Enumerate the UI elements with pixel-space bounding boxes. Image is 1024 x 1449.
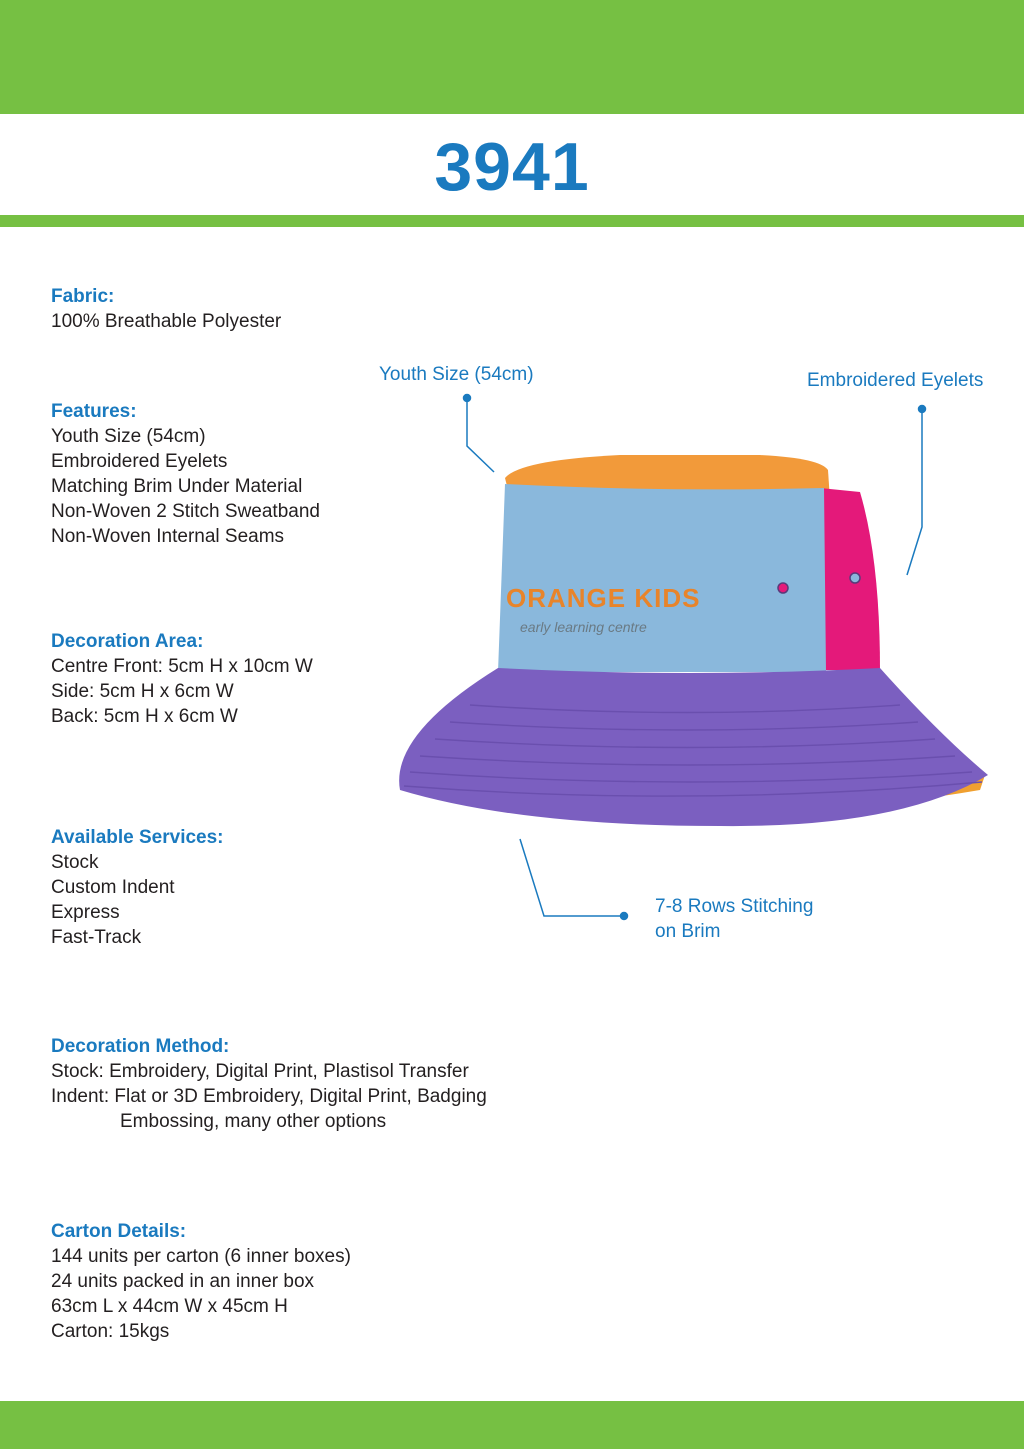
features-heading: Features: xyxy=(51,401,137,422)
feature-line: Non-Woven 2 Stitch Sweatband xyxy=(51,501,320,522)
bottom-green-band xyxy=(0,1401,1024,1449)
hat-logo-text: ORANGE KIDS xyxy=(506,583,701,613)
callout-size-label: Youth Size (54cm) xyxy=(379,364,534,385)
service-line: Express xyxy=(51,902,120,923)
decoration-method-line: Indent: Flat or 3D Embroidery, Digital Print, Badging xyxy=(51,1086,487,1107)
decoration-area-line: Side: 5cm H x 6cm W xyxy=(51,681,234,702)
service-line: Stock xyxy=(51,852,99,873)
carton-line: 24 units packed in an inner box xyxy=(51,1271,315,1292)
service-line: Custom Indent xyxy=(51,877,175,898)
service-line: Fast-Track xyxy=(51,927,142,948)
carton-line: 63cm L x 44cm W x 45cm H xyxy=(51,1296,288,1317)
callout-brim-line1: 7-8 Rows Stitching xyxy=(655,896,814,917)
fabric-line: 100% Breathable Polyester xyxy=(51,311,282,332)
decoration-method-heading: Decoration Method: xyxy=(51,1036,230,1057)
decoration-area-line: Centre Front: 5cm H x 10cm W xyxy=(51,656,313,677)
decoration-area-heading: Decoration Area: xyxy=(51,631,204,652)
hat-logo-subtext: early learning centre xyxy=(520,619,647,635)
decoration-method-line: Stock: Embroidery, Digital Print, Plastisol Transfer xyxy=(51,1061,469,1082)
product-code: 3941 xyxy=(434,129,590,205)
feature-line: Youth Size (54cm) xyxy=(51,426,206,447)
decoration-area-line: Back: 5cm H x 6cm W xyxy=(51,706,238,727)
callout-eyelets-label: Embroidered Eyelets xyxy=(807,370,984,391)
fabric-heading: Fabric: xyxy=(51,286,115,307)
eyelet-icon xyxy=(850,573,860,583)
decoration-method-line: Embossing, many other options xyxy=(120,1111,387,1132)
carton-line: 144 units per carton (6 inner boxes) xyxy=(51,1246,351,1267)
carton-heading: Carton Details: xyxy=(51,1221,187,1242)
feature-line: Non-Woven Internal Seams xyxy=(51,526,285,547)
eyelet-icon xyxy=(778,583,788,593)
callout-brim-line2: on Brim xyxy=(655,921,721,942)
carton-line: Carton: 15kgs xyxy=(51,1321,170,1342)
services-heading: Available Services: xyxy=(51,827,224,848)
hat-crown-front xyxy=(498,484,826,672)
feature-line: Embroidered Eyelets xyxy=(51,451,228,472)
feature-line: Matching Brim Under Material xyxy=(51,476,303,497)
